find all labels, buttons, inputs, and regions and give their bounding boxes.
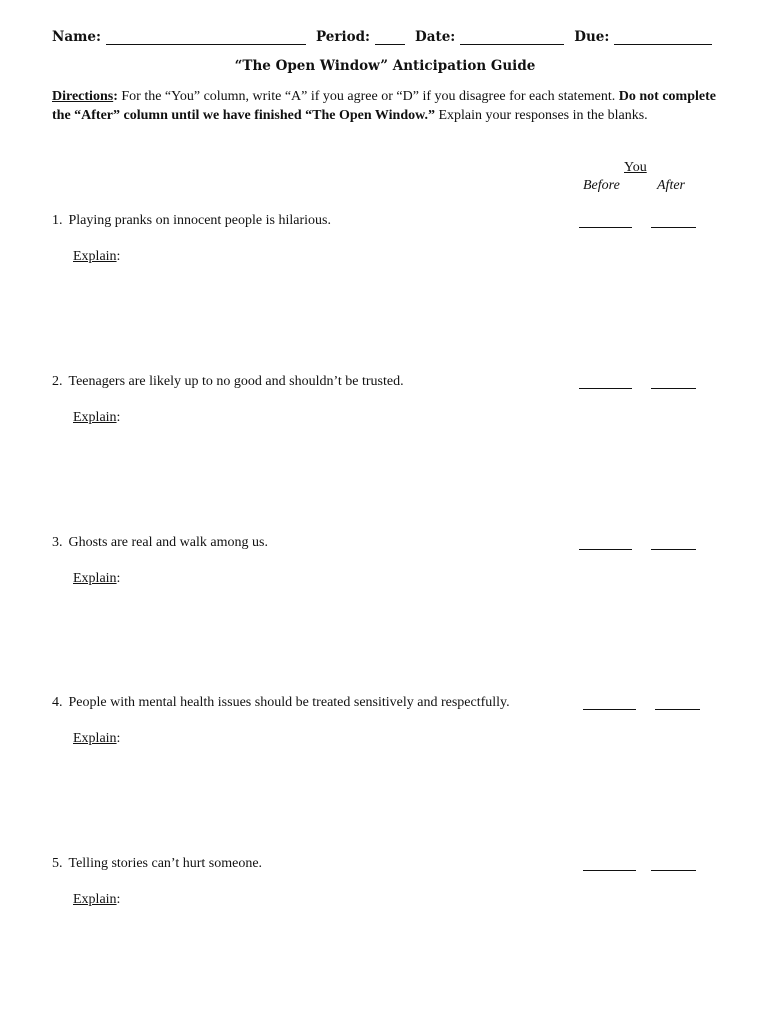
period-field (316, 29, 405, 45)
due-field (574, 29, 712, 45)
before-blank[interactable] (579, 227, 632, 228)
statement-text (52, 856, 262, 872)
statement-text (52, 535, 268, 551)
explain-line[interactable] (73, 892, 120, 908)
before-blank[interactable] (579, 388, 632, 389)
directions-label: Directions (52, 89, 114, 104)
directions (52, 88, 716, 125)
directions-text-1: For the “You” column, write “A” if you agree or “D” if you disagree for each statement. (117, 89, 619, 104)
explain-colon: : (116, 731, 121, 746)
statement-text (52, 695, 510, 711)
statement-body: Ghosts are real and walk among us. (68, 535, 268, 550)
explain-line[interactable] (73, 249, 120, 265)
statement-body: Teenagers are likely up to no good and shouldn’t be trusted. (68, 374, 404, 389)
after-blank[interactable] (651, 870, 696, 871)
name-label: Name: (52, 29, 101, 45)
statement-text (52, 374, 404, 390)
after-blank[interactable] (651, 549, 696, 550)
explain-colon: : (116, 571, 121, 586)
header-fields (52, 29, 714, 45)
due-label: Due: (574, 29, 610, 45)
after-blank[interactable] (651, 227, 696, 228)
statement-text (52, 213, 331, 229)
statement-number: 1. (52, 213, 63, 228)
statement-body: People with mental health issues should be treated sensitively and respectfully. (68, 695, 510, 710)
directions-colon: : (113, 89, 118, 104)
directions-bold-text: Do not complete the “After” column until we have finished “The Open Window (52, 89, 716, 123)
explain-line[interactable] (73, 731, 120, 747)
statement-number: 5. (52, 856, 63, 871)
column-header-you: You (624, 160, 647, 175)
before-blank[interactable] (583, 709, 636, 710)
statement-body: Telling stories can’t hurt someone. (68, 856, 263, 871)
statement-number: 2. (52, 374, 63, 389)
statement-number: 4. (52, 695, 63, 710)
before-blank[interactable] (579, 549, 632, 550)
explain-label: Explain (73, 410, 117, 425)
name-blank[interactable] (106, 32, 306, 45)
explain-colon: : (116, 249, 121, 264)
page-title: “The Open Window” Anticipation Guide (234, 58, 536, 74)
period-blank[interactable] (375, 32, 405, 45)
after-blank[interactable] (651, 388, 696, 389)
due-blank[interactable] (614, 32, 712, 45)
date-label: Date: (415, 29, 456, 45)
period-label: Period: (315, 29, 370, 45)
column-header-before: Before (583, 178, 620, 193)
after-blank[interactable] (655, 709, 700, 710)
statement-number: 3. (52, 535, 63, 550)
date-blank[interactable] (460, 32, 564, 45)
before-blank[interactable] (583, 870, 636, 871)
explain-line[interactable] (73, 571, 120, 587)
column-header-after: After (657, 178, 685, 193)
name-field (52, 29, 306, 45)
explain-label: Explain (73, 731, 117, 746)
explain-label: Explain (73, 571, 117, 586)
explain-label: Explain (73, 249, 117, 264)
explain-label: Explain (73, 892, 117, 907)
directions-text-2: Explain your responses in the blanks. (434, 107, 648, 123)
explain-colon: : (116, 892, 121, 907)
statement-body: Playing pranks on innocent people is hilarious. (68, 213, 331, 228)
explain-colon: : (116, 410, 121, 425)
directions-bold-end: .” (424, 107, 435, 123)
date-field (415, 29, 564, 45)
explain-line[interactable] (73, 410, 120, 426)
